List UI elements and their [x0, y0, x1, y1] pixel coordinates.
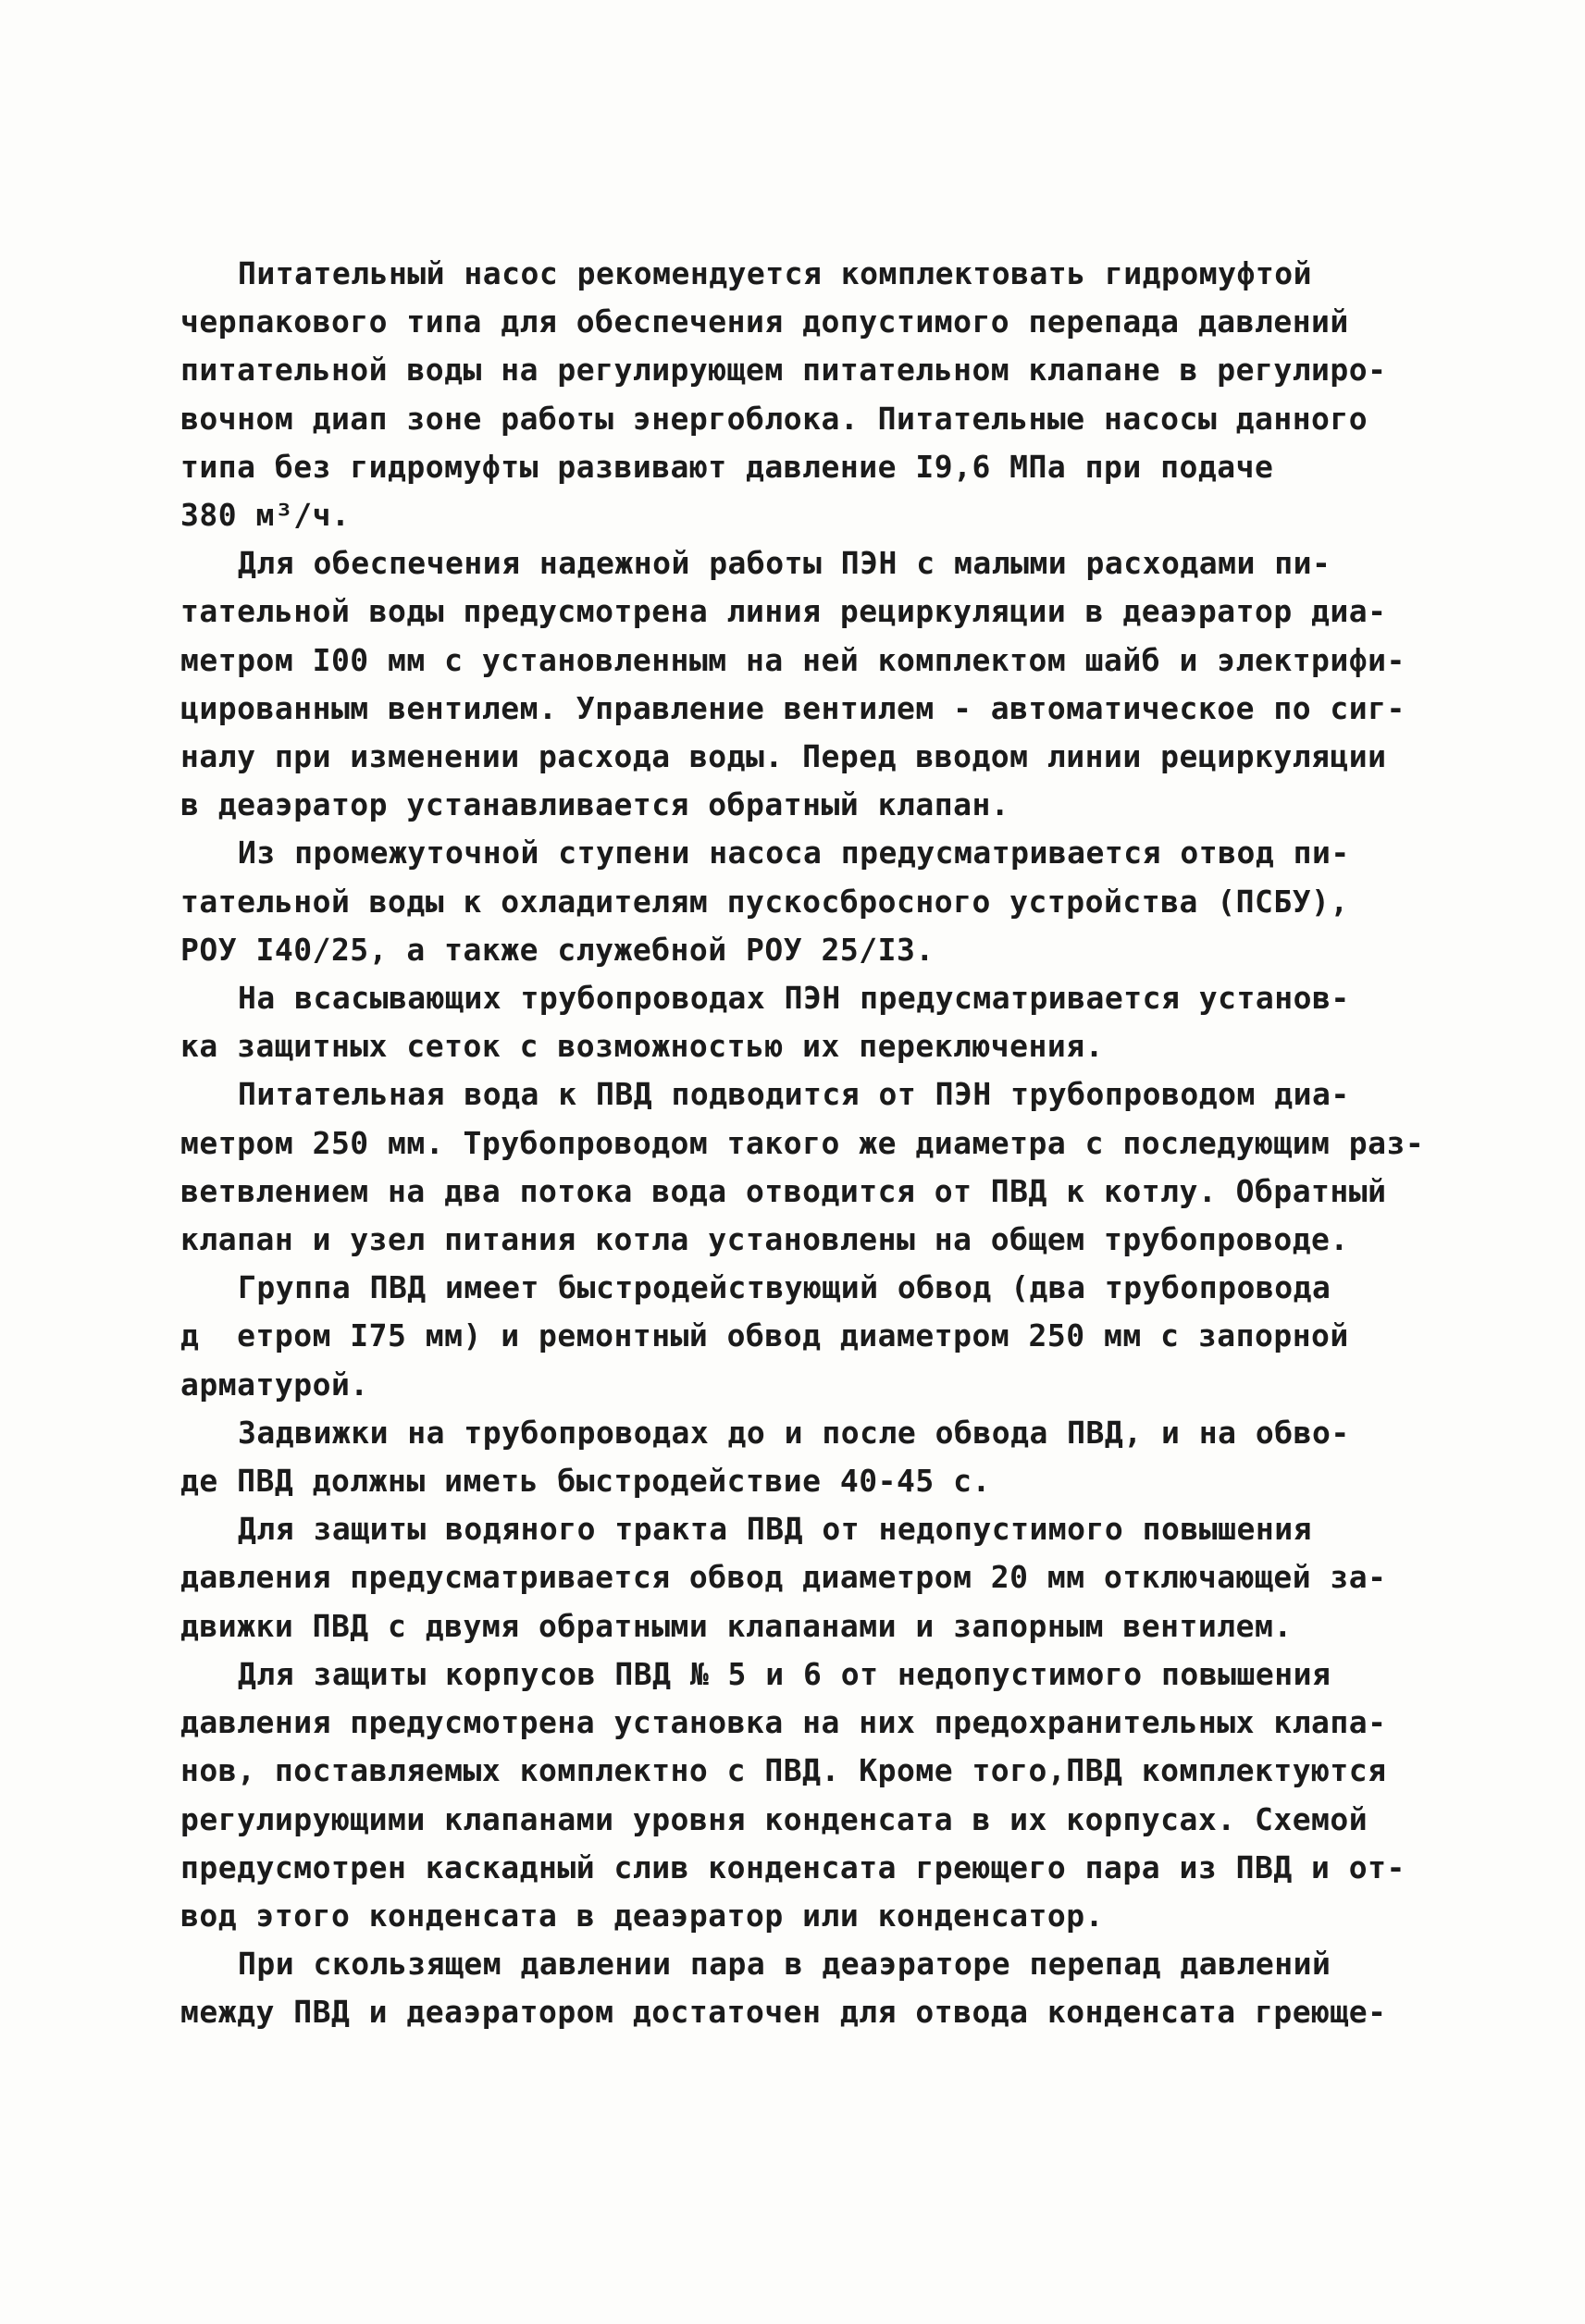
text-line: Для обеспечения надежной работы ПЭН с малыми расходами пи- — [238, 545, 1331, 582]
text-line: регулирующими клапанами уровня конденсата в их корпусах. Схемой — [180, 1800, 1368, 1837]
text-line: Для защиты водяного тракта ПВД от недопустимого повышения — [238, 1511, 1312, 1548]
text-line: 380 м³/ч. — [180, 497, 351, 534]
text-line: питательной воды на регулирующем питательном клапане в регулиро- — [180, 352, 1387, 389]
paragraph — [180, 1264, 1420, 1409]
paragraph — [180, 1940, 1420, 2036]
text-line: в деаэратор устанавливается обратный клапан. — [180, 786, 1010, 823]
text-line: Из промежуточной ступени насоса предусматривается отвод пи- — [238, 834, 1350, 872]
text-line: тательной воды к охладителям пускосбросного устройства (ПСБУ), — [180, 883, 1349, 920]
paragraph — [180, 1070, 1425, 1264]
text-line: налу при изменении расхода воды. Перед вводом линии рециркуляции — [180, 738, 1387, 775]
paragraph — [180, 1409, 1420, 1505]
document-body — [180, 250, 1425, 2037]
text-line: метром 250 мм. Трубопроводом такого же диаметра с последующим раз- — [180, 1124, 1425, 1161]
text-line: Группа ПВД имеет быстродействующий обвод (два трубопровода — [238, 1269, 1331, 1306]
paragraph — [180, 250, 1420, 539]
text-line: арматурой. — [180, 1366, 369, 1403]
text-line: тательной воды предусмотрена линия рециркуляции в деаэратор диа- — [180, 593, 1387, 630]
text-line: Питательный насос рекомендуется комплектовать гидромуфтой — [238, 255, 1312, 291]
text-line: типа без гидромуфты развивают давление I9,6 МПа при подаче — [180, 448, 1274, 485]
text-line: клапан и узел питания котла установлены на общем трубопроводе. — [180, 1221, 1349, 1258]
text-line: де ПВД должны иметь быстродействие 40-45 с. — [180, 1463, 991, 1500]
text-line: между ПВД и деаэратором достаточен для отвода конденсата греюще- — [180, 1994, 1387, 2031]
paragraph — [180, 1505, 1420, 1650]
text-line: метром I00 мм с установленным на ней комплектом шайб и электрифи- — [180, 641, 1405, 678]
text-line: цированным вентилем. Управление вентилем - автоматическое по сиг- — [180, 689, 1405, 726]
text-line: На всасывающих трубопроводах ПЭН предусматривается установ- — [238, 980, 1350, 1017]
text-line: ветвлением на два потока вода отводится от ПВД к котлу. Обратный — [180, 1172, 1387, 1209]
text-line: При скользящем давлении пара в деаэраторе перепад давлений — [238, 1946, 1331, 1983]
text-line: движки ПВД с двумя обратными клапанами и запорным вентилем. — [180, 1607, 1293, 1644]
paragraph — [180, 829, 1420, 974]
text-line: давления предусмотрена установка на них предохранительных клапа- — [180, 1704, 1387, 1741]
text-line: давления предусматривается обвод диаметром 20 мм отключающей за- — [180, 1559, 1387, 1596]
text-line: черпакового типа для обеспечения допустимого перепада давлений — [180, 303, 1349, 340]
text-line: Задвижки на трубопроводах до и после обвода ПВД, и на обво- — [238, 1414, 1350, 1451]
text-line: Питательная вода к ПВД подводится от ПЭН трубопроводом диа- — [238, 1076, 1350, 1113]
text-line: РОУ I40/25, а также служебной РОУ 25/I3. — [180, 931, 935, 968]
paragraph — [180, 1650, 1420, 1940]
paragraph — [180, 974, 1420, 1070]
text-line: вод этого конденсата в деаэратор или конденсатор. — [180, 1897, 1105, 1934]
text-line: д етром I75 мм) и ремонтный обвод диаметром 250 мм с запорной — [180, 1317, 1349, 1354]
text-line: нов, поставляемых комплектно с ПВД. Кроме того,ПВД комплектуются — [180, 1752, 1387, 1789]
text-line: предусмотрен каскадный слив конденсата греющего пара из ПВД и от- — [180, 1848, 1405, 1885]
text-line: вочном диап зоне работы энергоблока. Питательные насосы данного — [180, 400, 1368, 437]
paragraph — [180, 539, 1420, 829]
text-line: ка защитных сеток с возможностью их переключения. — [180, 1028, 1105, 1065]
text-line: Для защиты корпусов ПВД № 5 и 6 от недопустимого повышения — [238, 1655, 1331, 1692]
